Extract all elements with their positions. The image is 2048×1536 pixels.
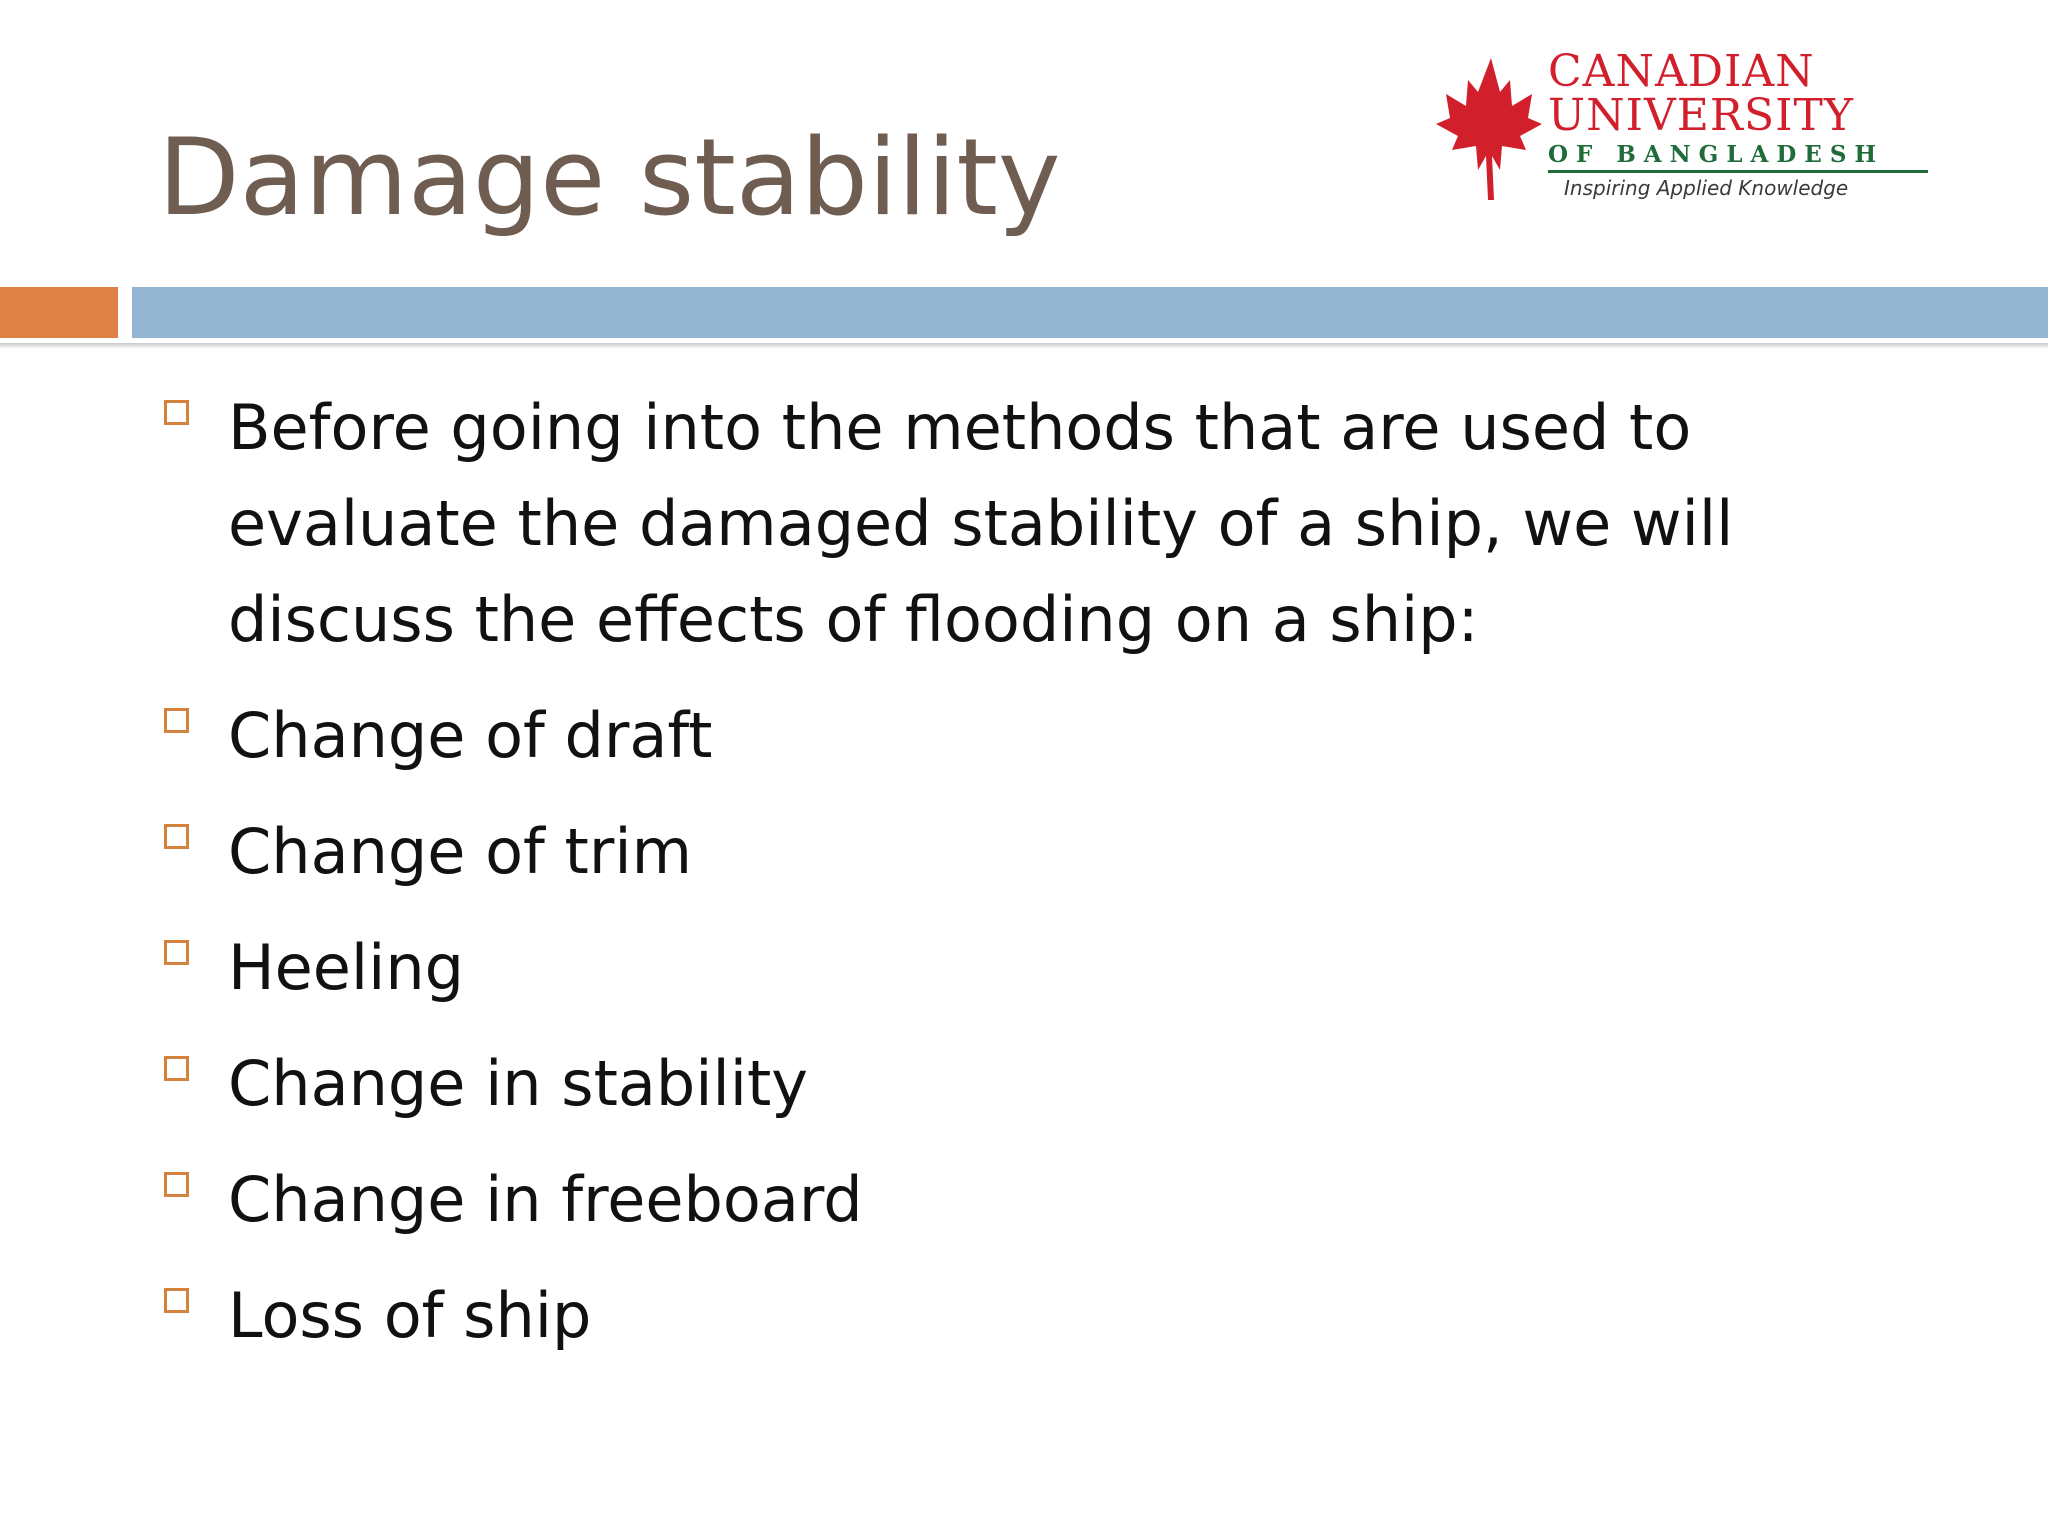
square-bullet-icon [164, 940, 189, 965]
maple-leaf-icon [1436, 50, 1546, 210]
bullet-item [160, 1152, 2000, 1248]
bullet-item [160, 688, 2000, 784]
logo-wordmark [1548, 46, 1933, 203]
bullet-item [160, 804, 2000, 900]
bullet-text: Heeling [228, 931, 465, 1004]
bullet-item [160, 1036, 2000, 1132]
bullet-item [160, 920, 2000, 1016]
square-bullet-icon [164, 1288, 189, 1313]
square-bullet-icon [164, 1056, 189, 1081]
bullet-text: Change of trim [228, 815, 692, 888]
logo-tagline: Inspiring Applied Knowledge [1564, 176, 1849, 200]
logo-line-university: UNIVERSITY [1548, 90, 1854, 141]
header-accent-bar [0, 287, 118, 338]
bullet-text: Change in freeboard [228, 1163, 863, 1236]
square-bullet-icon [164, 400, 189, 425]
logo-line-canadian: CANADIAN [1548, 46, 1815, 97]
square-bullet-icon [164, 1172, 189, 1197]
bullet-text: Change in stability [228, 1047, 808, 1120]
square-bullet-icon [164, 708, 189, 733]
bullet-text: Change of draft [228, 699, 713, 772]
bullet-list [160, 380, 2000, 1364]
bullet-text: Before going into the methods that are used to evaluate the damaged stability of a ship, we will discuss the effects of flooding on a ship: [228, 391, 1734, 656]
header-band-shadow [0, 343, 2048, 349]
logo-line-of-bangladesh: OF BANGLADESH [1548, 141, 1885, 168]
square-bullet-icon [164, 824, 189, 849]
header-band [132, 287, 2048, 338]
university-logo [1436, 46, 1936, 210]
bullet-text: Loss of ship [228, 1279, 592, 1352]
bullet-item [160, 1268, 2000, 1364]
slide-title: Damage stability [158, 116, 1061, 239]
bullet-item [160, 380, 1948, 668]
